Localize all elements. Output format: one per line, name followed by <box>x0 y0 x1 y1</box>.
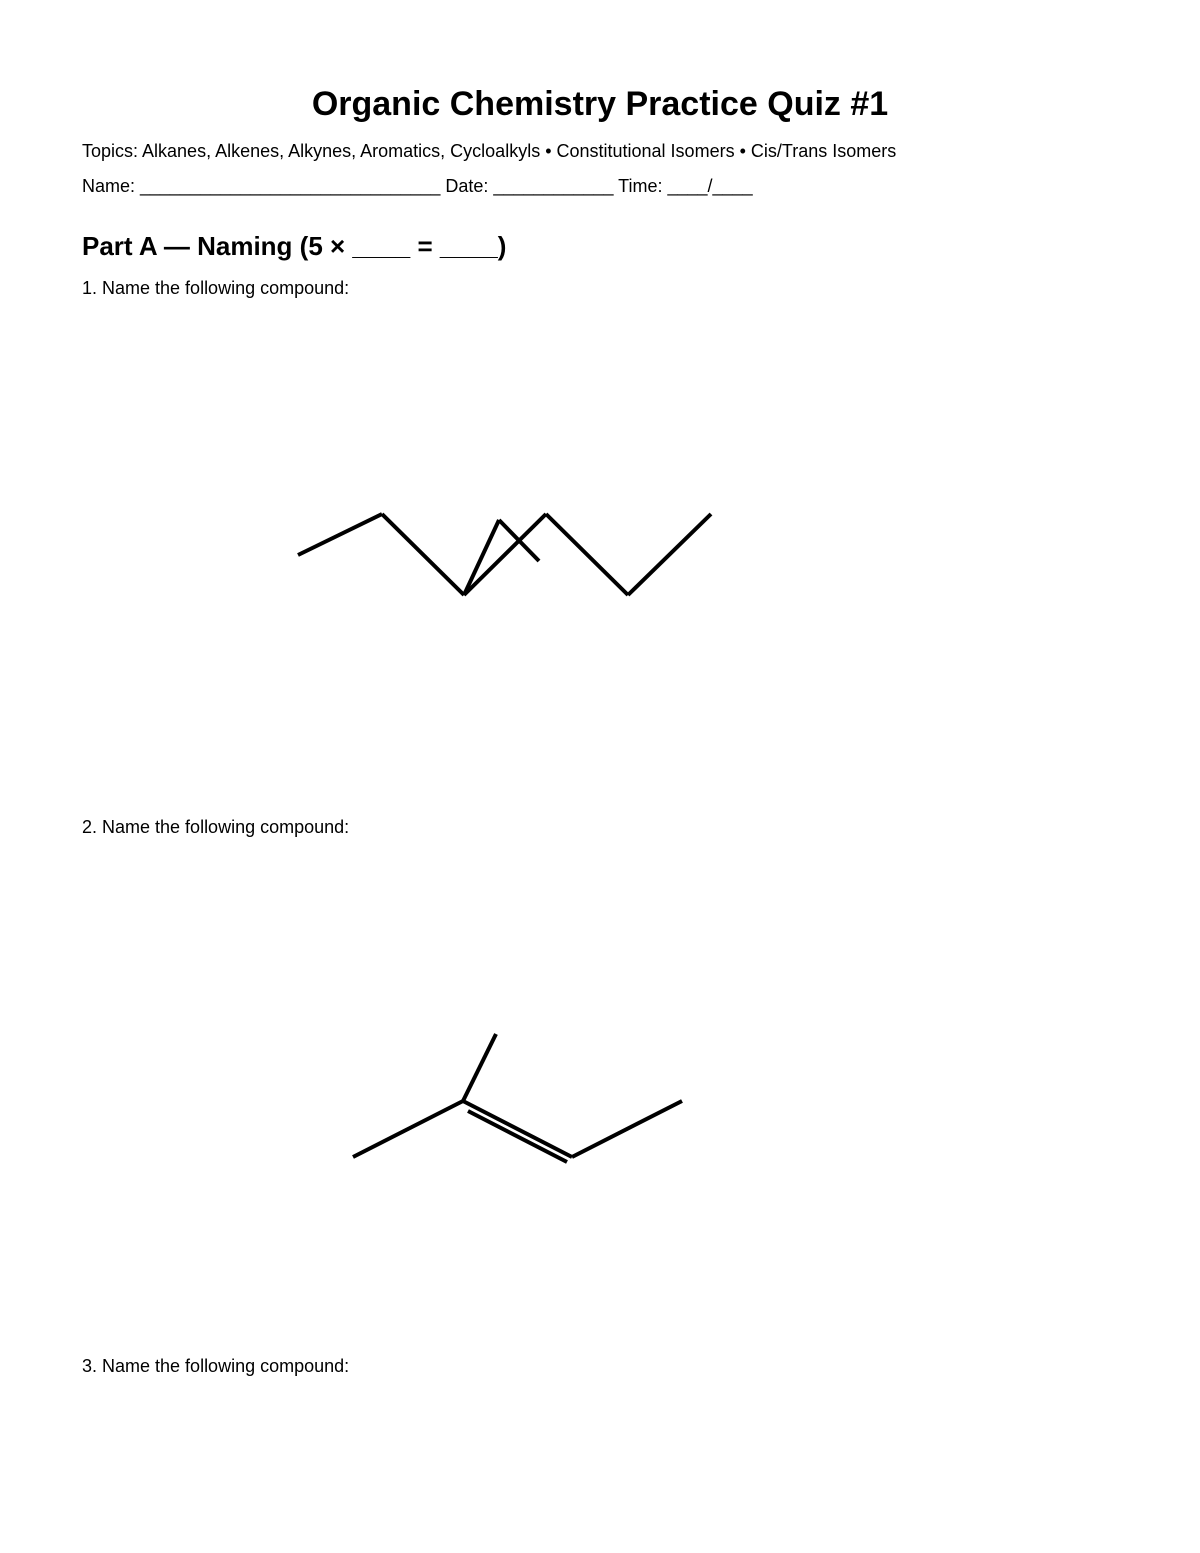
bond <box>463 1101 572 1157</box>
page-title: Organic Chemistry Practice Quiz #1 <box>311 85 889 123</box>
bond <box>572 1101 682 1157</box>
name-date-time-line: Name: ______________________________ Date: ____________ Time: ____/____ <box>82 176 753 196</box>
part-a-heading: Part A — Naming (5 × ____ = ____) <box>82 231 507 261</box>
question-3-prompt: 3. Name the following compound: <box>82 1356 350 1376</box>
double-bond-inner <box>468 1111 567 1162</box>
question-1-prompt: 1. Name the following compound: <box>82 278 350 298</box>
bond <box>463 1034 496 1101</box>
question-2-prompt: 2. Name the following compound: <box>82 817 350 837</box>
topics-line: Topics: Alkanes, Alkenes, Alkynes, Aromatics, Cycloalkyls • Constitutional Isomers • Cis/Trans Isomers <box>82 141 897 161</box>
bond <box>353 1101 463 1157</box>
